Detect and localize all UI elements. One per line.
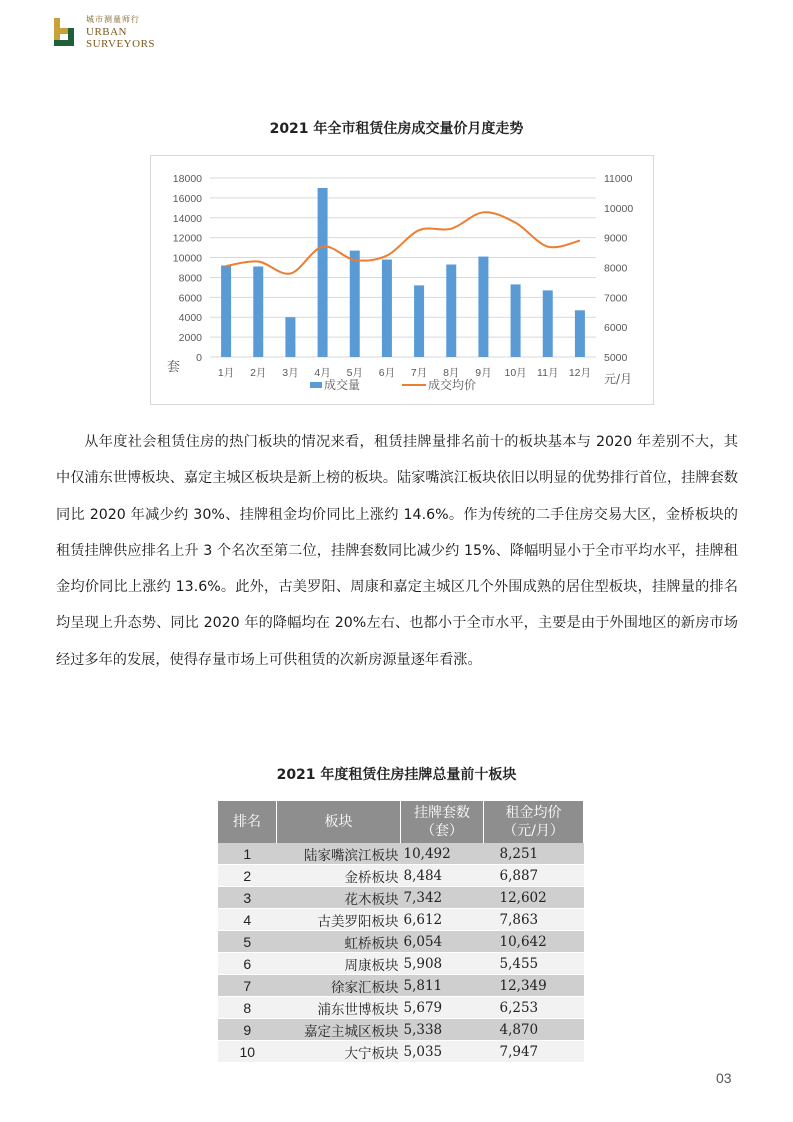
category-label: 2月 [250,367,267,379]
category-label: 8月 [443,367,460,379]
rank-cell: 5 [218,931,277,953]
category-label: 3月 [282,367,299,379]
bar [350,251,360,357]
table-row [218,1041,584,1063]
rent-cell: 4,870 [484,1019,584,1041]
bar [575,310,585,357]
bar [221,266,231,357]
header-rent-line1: 租金均价 [505,805,562,821]
ranking-table [218,801,584,1063]
left-tick-label: 10000 [172,252,202,265]
listings-cell: 5,679 [401,997,484,1019]
left-axis-label: 套 [167,360,181,375]
category-label: 6月 [378,367,396,379]
left-tick-label: 14000 [172,212,202,225]
table-row [218,931,584,953]
company-logo [52,16,82,48]
right-tick-label: 8000 [604,262,628,275]
left-tick-label: 6000 [178,292,202,305]
right-tick-label: 10000 [604,202,634,215]
header-block: 板块 [277,801,401,843]
listings-cell: 5,035 [401,1041,484,1063]
legend-bar-label: 成交量 [324,378,361,392]
header-rank: 排名 [218,801,277,843]
bar [285,317,295,357]
table-row [218,909,584,931]
table-row [218,887,584,909]
listings-cell: 6,612 [401,909,484,931]
rent-cell: 12,349 [484,975,584,997]
chart-title: 2021 年全市租赁住房成交量价月度走势 [269,121,524,137]
legend-bar-swatch [310,382,322,388]
rank-cell: 10 [218,1041,277,1063]
right-tick-label: 11000 [604,173,633,185]
table-header-row [218,801,584,843]
listings-cell: 8,484 [401,865,484,887]
body-paragraph [56,424,738,678]
paragraph-text: 从年度社会租赁住房的热门板块的情况来看，租赁挂牌量排名前十的板块基本与 2020 年差别不大，其中仅浦东世博板块、嘉定主城区板块是新上榜的板块。陆家嘴滨江板块依旧以明显的优势排行首位，挂牌套数同比 2020 年减少约 30%、挂牌租金均价同比上涨约 14.6%。作为传统的二手住房交易大区，金桥板块的租赁挂牌供应排名上升 3 个名次至第二位，挂牌套数同比减少约 15%、降幅明显小于全市平均水平，挂牌租金均价同比上涨约 13.6%。此外，古美罗阳、周康和嘉定主城区几个外围成熟的居住型板块，挂牌量的排名均呈现上升态势、同比 2020 年的降幅均在 20%左右、也都小于全市水平，主要是由于外围地区的新房市场经过多年的发展，使得存量市场上可供租赁的次新房源量逐年看涨。 [56,434,738,668]
listings-cell: 7,342 [401,887,484,909]
category-label: 5月 [346,367,363,379]
bar [446,265,456,357]
rank-cell: 3 [218,887,277,909]
header-listings [401,801,484,843]
rent-cell: 6,887 [484,865,584,887]
table-row [218,997,584,1019]
header-rent [484,801,584,843]
rank-cell: 2 [218,865,277,887]
header-listings-unit: （套） [421,823,463,839]
rent-cell: 12,602 [484,887,584,909]
block-cell: 陆家嘴滨江板块 [277,843,401,865]
left-tick-label: 4000 [178,312,202,325]
block-cell: 徐家汇板块 [277,975,401,997]
block-cell: 虹桥板块 [277,931,401,953]
rent-cell: 8,251 [484,843,584,865]
rent-cell: 6,253 [484,997,584,1019]
category-label: 10月 [504,367,527,379]
left-tick-label: 18000 [172,173,202,185]
bar [543,290,553,357]
table-row [218,865,584,887]
listings-cell: 5,811 [401,975,484,997]
right-tick-label: 6000 [604,322,628,335]
rent-cell: 7,947 [484,1041,584,1063]
page-number: 03 [716,1070,732,1086]
block-cell: 大宁板块 [277,1041,401,1063]
rank-cell: 8 [218,997,277,1019]
table-row [218,975,584,997]
combo-chart [150,155,654,405]
category-label: 7月 [410,367,428,379]
right-tick-label: 7000 [604,292,628,305]
rent-cell: 7,863 [484,909,584,931]
category-label: 4月 [314,367,331,379]
right-tick-label: 5000 [604,352,628,364]
rent-cell: 10,642 [484,931,584,953]
listings-cell: 5,338 [401,1019,484,1041]
category-label: 12月 [568,367,592,379]
header-listings-line1: 挂牌套数 [414,805,470,821]
rank-cell: 9 [218,1019,277,1041]
block-cell: 古美罗阳板块 [277,909,401,931]
price-line [226,212,580,274]
right-tick-label: 9000 [604,232,628,245]
listings-cell: 5,908 [401,953,484,975]
bar [414,285,424,357]
left-tick-label: 12000 [172,232,202,245]
listings-cell: 10,492 [401,843,484,865]
table-row [218,843,584,865]
rent-cell: 5,455 [484,953,584,975]
bar [511,284,521,357]
left-tick-label: 2000 [178,332,202,345]
left-tick-label: 0 [196,352,202,364]
left-tick-label: 16000 [172,192,202,205]
table-row [218,1019,584,1041]
block-cell: 浦东世博板块 [277,997,401,1019]
right-axis-label: 元/月 [604,372,633,386]
bar [478,257,488,357]
legend-line-label: 成交均价 [428,378,477,392]
bar [382,260,392,357]
logo-en-line2: SURVEYORS [86,38,156,50]
header-rent-unit: （元/月） [503,823,564,839]
bar [318,188,328,357]
rank-cell: 1 [218,843,277,865]
block-cell: 花木板块 [277,887,401,909]
rank-cell: 4 [218,909,277,931]
category-label: 1月 [217,367,235,379]
category-label: 11月 [537,367,559,379]
category-label: 9月 [475,367,492,379]
block-cell: 周康板块 [277,953,401,975]
block-cell: 金桥板块 [277,865,401,887]
block-cell: 嘉定主城区板块 [277,1019,401,1041]
logo-en-line1: URBAN [86,26,128,38]
bar [253,267,263,357]
listings-cell: 6,054 [401,931,484,953]
table-row [218,953,584,975]
rank-cell: 7 [218,975,277,997]
table-title: 2021 年度租赁住房挂牌总量前十板块 [276,767,517,783]
rank-cell: 6 [218,953,277,975]
logo-cn: 城市测量师行 [86,15,140,24]
left-tick-label: 8000 [178,272,202,285]
logo-text [86,16,155,50]
